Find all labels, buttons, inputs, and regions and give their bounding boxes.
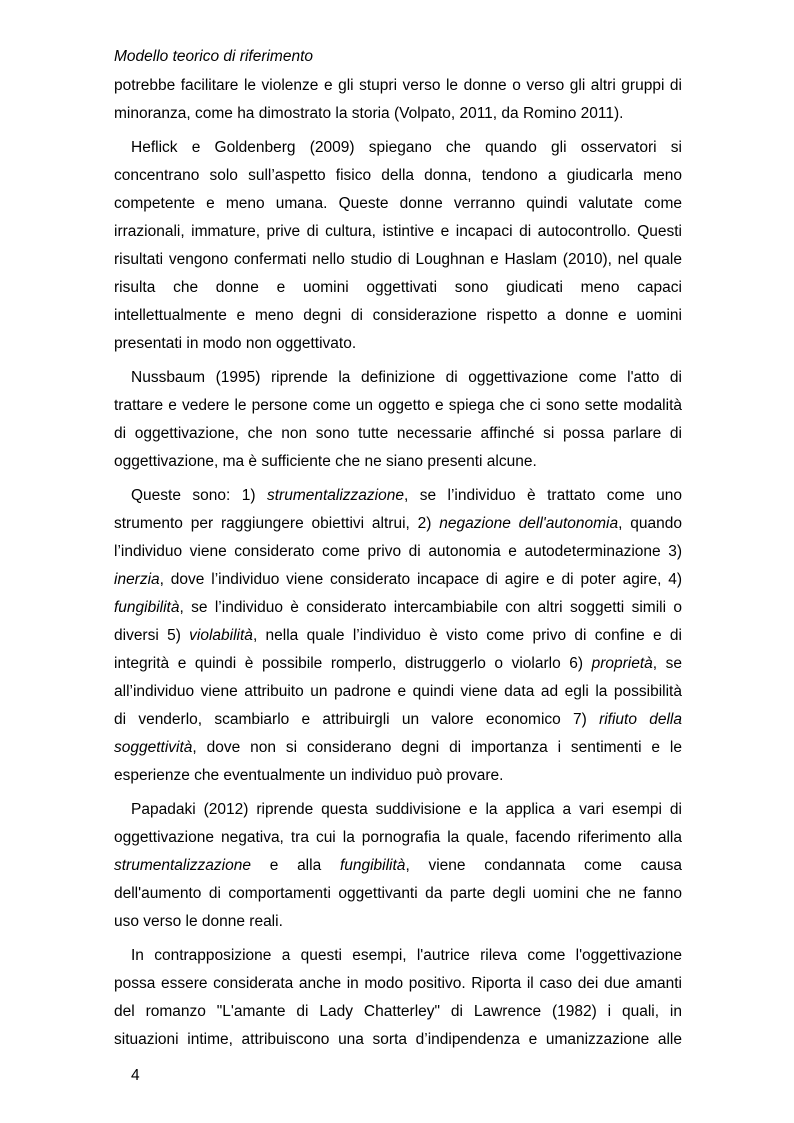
text-line: [114, 880, 682, 908]
text-line: [114, 448, 682, 476]
text-run: , nella quale l’individuo è visto come privo di confine e di: [252, 627, 682, 644]
text-line: [114, 302, 682, 330]
text-run: intellettualmente e meno degni di considerazione rispetto a donne e uomini: [114, 307, 682, 324]
text-run: Heflick e Goldenberg (2009) spiegano che quando gli osservatori si: [131, 139, 682, 156]
text-run: In contrapposizione a questi esempi, l'autrice rileva come l'oggettivazione: [131, 947, 682, 964]
text-run: risultati vengono confermati nello studio di Loughnan e Haslam (2010), nel quale: [114, 251, 682, 268]
italic-term: fungibilità: [339, 857, 406, 874]
text-run: presentati in modo non oggettivato.: [114, 335, 357, 352]
text-run: all’individuo viene attribuito un padrone e quindi viene data ad egli la possibilità: [114, 683, 682, 700]
text-line: [114, 72, 682, 100]
text-line: [114, 330, 682, 358]
text-run: possa essere considerata anche in modo positivo. Riporta il caso dei due amanti: [114, 975, 682, 992]
italic-term: fungibilità: [114, 599, 180, 616]
paragraph: [114, 134, 682, 358]
text-run: minoranza, come ha dimostrato la storia (Volpato, 2011, da Romino 2011).: [114, 105, 624, 122]
text-line: [114, 998, 682, 1026]
text-line: [114, 942, 682, 970]
text-run: dell'aumento di comportamenti oggettivanti da parte degli uomini che ne fanno: [114, 885, 682, 902]
italic-term: proprietà: [591, 655, 653, 672]
italic-term: strumentalizzazione: [114, 857, 251, 874]
text-run: situazioni intime, attribuiscono una sorta d’indipendenza e umanizzazione alle: [114, 1031, 682, 1048]
text-run: e alla: [250, 857, 340, 874]
italic-term: inerzia: [114, 571, 160, 588]
text-run: , dove non si considerano degni di importanza i sentimenti e le: [192, 739, 682, 756]
body-text: [114, 72, 682, 1054]
text-run: , se l’individuo è trattato come uno: [403, 487, 683, 504]
text-line: [114, 852, 682, 880]
text-run: Papadaki (2012) riprende questa suddivisione e la applica a vari esempi di: [131, 801, 682, 818]
text-line: [114, 274, 682, 302]
paragraph: [114, 942, 682, 1054]
text-line: [114, 364, 682, 392]
text-run: potrebbe facilitare le violenze e gli stupri verso le donne o verso gli altri gruppi di: [114, 77, 682, 94]
text-line: [114, 246, 682, 274]
text-line: [114, 594, 682, 622]
text-run: , dove l’individuo viene considerato incapace di agire e di poter agire, 4): [159, 571, 682, 588]
paragraph: [114, 72, 682, 128]
italic-term: violabilità: [189, 627, 253, 644]
text-run: oggettivazione, ma è sufficiente che ne siano presenti alcune.: [114, 453, 537, 470]
page-number: 4: [131, 1067, 140, 1084]
text-line: [114, 482, 682, 510]
text-line: [114, 538, 682, 566]
text-line: [114, 762, 682, 790]
paragraph: [114, 482, 682, 790]
italic-term: rifiuto della: [599, 711, 682, 728]
text-run: di oggettivazione, che non sono tutte necessarie affinché si possa parlare di: [114, 425, 682, 442]
text-line: [114, 706, 682, 734]
text-line: [114, 824, 682, 852]
text-run: irrazionali, immature, prive di cultura, istintive e incapaci di autocontrollo. Questi: [114, 223, 682, 240]
text-run: di venderlo, scambiarlo e attribuirgli un valore economico 7): [114, 711, 600, 728]
text-run: trattare e vedere le persone come un oggetto e spiega che ci sono sette modalità: [114, 397, 682, 414]
text-run: Queste sono: 1): [131, 487, 267, 504]
italic-term: soggettività: [114, 739, 193, 756]
text-line: [114, 420, 682, 448]
text-run: uso verso le donne reali.: [114, 913, 283, 930]
text-run: , se: [652, 655, 682, 672]
text-run: esperienze che eventualmente un individuo può provare.: [114, 767, 504, 784]
page-header-title: Modello teorico di riferimento: [114, 48, 314, 65]
text-line: [114, 678, 682, 706]
text-line: [114, 650, 682, 678]
paragraph: [114, 364, 682, 476]
text-line: [114, 566, 682, 594]
text-line: [114, 162, 682, 190]
text-line: [114, 970, 682, 998]
text-line: [114, 622, 682, 650]
text-run: , viene condannata come causa: [405, 857, 683, 874]
text-line: [114, 100, 682, 128]
text-run: oggettivazione negativa, tra cui la pornografia la quale, facendo riferimento alla: [114, 829, 682, 846]
text-run: competente e meno umana. Queste donne verranno quindi valutate come: [114, 195, 682, 212]
italic-term: negazione dell'autonomia: [439, 515, 619, 532]
paragraph: [114, 796, 682, 936]
text-run: del romanzo "L'amante di Lady Chatterley" di Lawrence (1982) i quali, in: [114, 1003, 682, 1020]
text-run: Nussbaum (1995) riprende la definizione di oggettivazione come l'atto di: [131, 369, 682, 386]
text-run: integrità e quindi è possibile romperlo, distruggerlo o violarlo 6): [114, 655, 592, 672]
text-run: concentrano solo sull’aspetto fisico della donna, tendono a giudicarla meno: [114, 167, 682, 184]
text-run: strumento per raggiungere obiettivi altrui, 2): [114, 515, 440, 532]
text-line: [114, 1026, 682, 1054]
italic-term: strumentalizzazione: [267, 487, 404, 504]
text-line: [114, 908, 682, 936]
text-line: [114, 190, 682, 218]
text-run: , se l’individuo è considerato intercambiabile con altri soggetti simili o: [179, 599, 682, 616]
text-line: [114, 796, 682, 824]
text-run: risulta che donne e uomini oggettivati sono giudicati meno capaci: [114, 279, 682, 296]
text-run: , quando: [618, 515, 682, 532]
text-line: [114, 734, 682, 762]
text-run: l’individuo viene considerato come privo di autonomia e autodeterminazione 3): [114, 543, 682, 560]
text-run: diversi 5): [114, 627, 190, 644]
text-line: [114, 218, 682, 246]
text-line: [114, 134, 682, 162]
text-line: [114, 510, 682, 538]
text-line: [114, 392, 682, 420]
